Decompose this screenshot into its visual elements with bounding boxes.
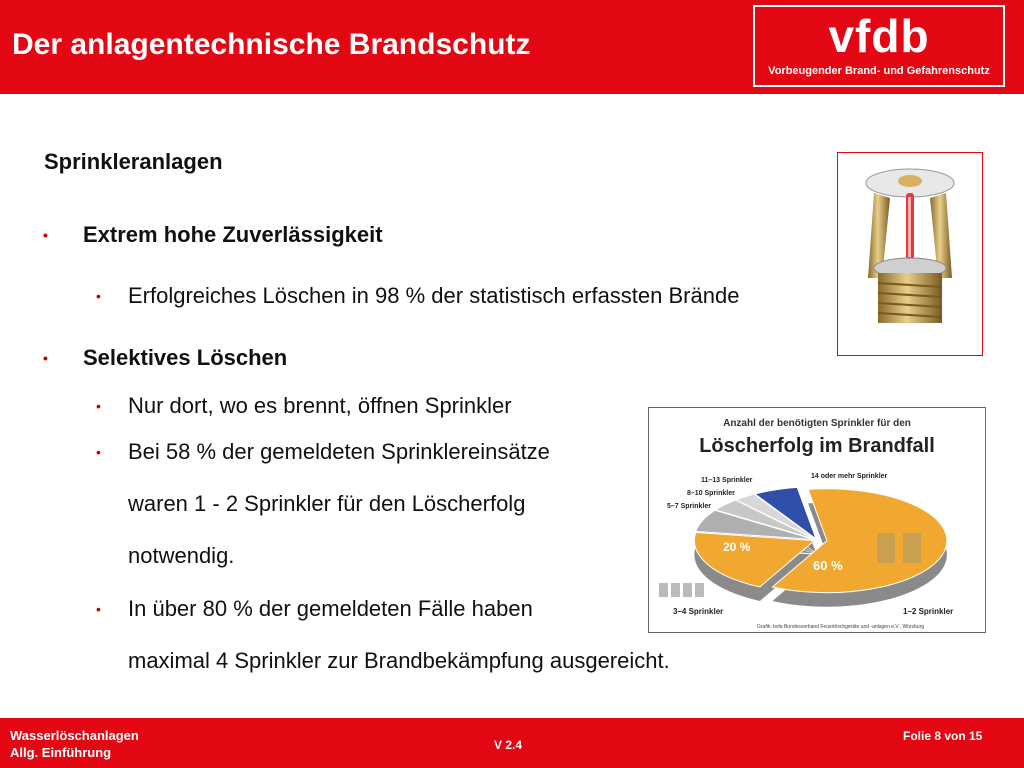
sub-bullet-item — [96, 596, 533, 622]
label-8-10: 8–10 Sprinkler — [687, 490, 735, 497]
bullet-item — [43, 345, 288, 371]
sub-bullet-item — [96, 283, 740, 309]
bullet-text: Bei 58 % der gemeldeten Sprinklereinsätze — [128, 439, 550, 464]
bullet-text: Extrem hohe Zuverlässigkeit — [83, 222, 383, 247]
bullet-text: Erfolgreiches Löschen in 98 % der statistisch erfassten Brände — [128, 283, 740, 308]
bullet-text: Selektives Löschen — [83, 345, 288, 370]
bullet-continuation: maximal 4 Sprinkler zur Brandbekämpfung ausgereicht. — [128, 648, 670, 673]
bullet-dot-icon: • — [96, 601, 101, 617]
label-14-plus: 14 oder mehr Sprinkler — [811, 473, 888, 480]
slide-title: Der anlagentechnische Brandschutz — [12, 28, 531, 61]
chart-credit: Grafik: bvfa Bundesverband Feuerlöschgeräte und -anlagen e.V., Würzburg — [757, 624, 925, 630]
pie-chart-svg — [649, 408, 985, 632]
chart-caption: Anzahl der benötigten Sprinkler für den — [723, 418, 911, 429]
footer-bar — [0, 718, 1024, 768]
label-1-2: 1–2 Sprinkler — [903, 607, 954, 616]
bullet-dot-icon: • — [43, 350, 48, 366]
label-3-4: 3–4 Sprinkler — [673, 607, 724, 616]
bullet-text: In über 80 % der gemeldeten Fälle haben — [128, 596, 533, 621]
logo-subtitle: Vorbeugender Brand- und Gefahrenschutz — [768, 65, 990, 77]
label-5-7: 5–7 Sprinkler — [667, 503, 711, 510]
pie-chart — [648, 407, 986, 633]
header-bar — [0, 0, 1024, 94]
logo-word: vfdb — [828, 10, 930, 62]
small-sprinkler-icons-3-4 — [659, 583, 704, 597]
bullet-dot-icon: • — [96, 288, 101, 304]
sub-bullet-item — [96, 393, 512, 419]
label-11-13: 11–13 Sprinkler — [701, 477, 753, 484]
chart-title: Löscherfolg im Brandfall — [699, 435, 935, 457]
bullet-continuation: notwendig. — [128, 543, 235, 568]
section-title: Sprinkleranlagen — [44, 149, 223, 174]
sprinkler-head-icon — [838, 153, 982, 355]
bullet-continuation: waren 1 - 2 Sprinkler für den Löscherfolg — [128, 491, 526, 516]
bullet-text: Nur dort, wo es brennt, öffnen Sprinkler — [128, 393, 512, 418]
sprinkler-photo — [837, 152, 983, 356]
label-20-percent: 20 % — [723, 540, 751, 554]
label-60-percent: 60 % — [813, 558, 843, 573]
bullet-dot-icon: • — [96, 444, 101, 460]
footer-version: V 2.4 — [494, 738, 523, 752]
sub-bullet-item — [96, 439, 550, 465]
bullet-item — [43, 222, 383, 248]
vfdb-logo — [753, 5, 1005, 87]
footer-course: Wasserlöschanlagen — [10, 728, 139, 743]
bullet-dot-icon: • — [96, 398, 101, 414]
bullet-dot-icon: • — [43, 227, 48, 243]
footer-topic: Allg. Einführung — [10, 745, 112, 760]
footer-slide-number: Folie 8 von 15 — [903, 729, 983, 743]
